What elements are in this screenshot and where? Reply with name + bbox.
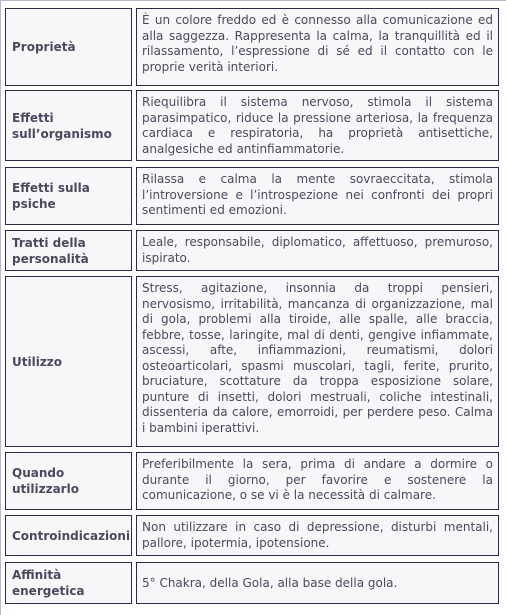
table-row-quando-utilizzarlo [5, 452, 499, 510]
table-row-proprieta [5, 8, 499, 86]
row-value-cell [136, 276, 499, 447]
row-label: Proprietà [12, 40, 76, 54]
row-label-cell [5, 90, 132, 161]
row-value-text: Rilassa e calma la mente sovraeccitata, stimola l’introversione e l’introspezione nei confronti dei propri sentimenti ed emozioni. [142, 172, 493, 217]
row-label: Tratti della personalità [12, 235, 89, 266]
table-row-affinita-energetica [5, 562, 499, 604]
table-row-utilizzo [5, 276, 499, 447]
row-label: Utilizzo [12, 354, 63, 369]
row-label: Affinità energetica [12, 568, 85, 598]
row-value-text: È un colore freddo ed è connesso alla comunicazione ed alla saggezza. Rappresenta la calma, la tranquillità ed il rilassamento, l’espressione di sé ed il contatto con le proprie verità interiori. [142, 13, 493, 74]
table-row-controindicazioni [5, 515, 499, 556]
row-label: Quando utilizzarlo [12, 466, 79, 496]
row-value-text: Preferibilmente la sera, prima di andare a dormire o durante il giorno, per favorire e sostenere la comunicazione, o se vi è la necessità di calmare. [142, 457, 493, 502]
row-label-cell [5, 452, 132, 510]
row-label-cell [5, 8, 132, 86]
row-label-cell [5, 515, 132, 556]
row-value-cell [136, 452, 499, 510]
row-label-cell [5, 276, 132, 447]
row-label: Effetti sulla psiche [12, 181, 90, 211]
row-value-cell [136, 90, 499, 161]
row-value-text: Non utilizzare in caso di depressione, disturbi mentali, pallore, ipotermia, ipotensione. [142, 520, 493, 550]
row-value-cell [136, 167, 499, 225]
row-label-cell [5, 230, 132, 271]
row-value-text: Stress, agitazione, insonnia da troppi pensieri, nervosismo, irritabilità, mancanza di organizzazione, mal di gola, problemi alla tiroide, alle spalle, alle braccia, febbre, tosse, laringite, mal di denti, gengive infiammate, ascessi, afte, infiammazioni, reumatismi, dolori osteoarticolari, spasmi muscolari, tagli, ferite, prurito, bruciature, scottature da troppa esposizione solare, punture di insetti, dolori mestruali, coliche intestinali, dissenteria da calore, emorroidi, per perdere peso. Calma i bambini iperattivi. [142, 281, 493, 435]
row-label: Effetti sull’organismo [12, 110, 112, 141]
table-row-tratti-personalita [5, 230, 499, 271]
row-value-text: Leale, responsabile, diplomatico, affettuoso, premuroso, ispirato. [142, 235, 493, 265]
row-label-cell [5, 167, 132, 225]
table-row-effetti-organismo [5, 90, 499, 161]
row-value-cell [136, 230, 499, 271]
row-value-cell [136, 8, 499, 86]
table-row-effetti-psiche [5, 167, 499, 225]
row-label: Controindicazioni [12, 528, 131, 543]
row-value-cell [136, 515, 499, 556]
row-value-cell [136, 562, 499, 604]
row-value-text: 5° Chakra, della Gola, alla base della gola. [142, 575, 398, 590]
row-label-cell [5, 562, 132, 604]
row-value-text: Riequilibra il sistema nervoso, stimola il sistema parasimpatico, riduce la pressione arteriosa, la frequenza cardiaca e respiratoria, ha proprietà antisettiche, analgesiche ed antinfiammatorie. [142, 95, 493, 156]
